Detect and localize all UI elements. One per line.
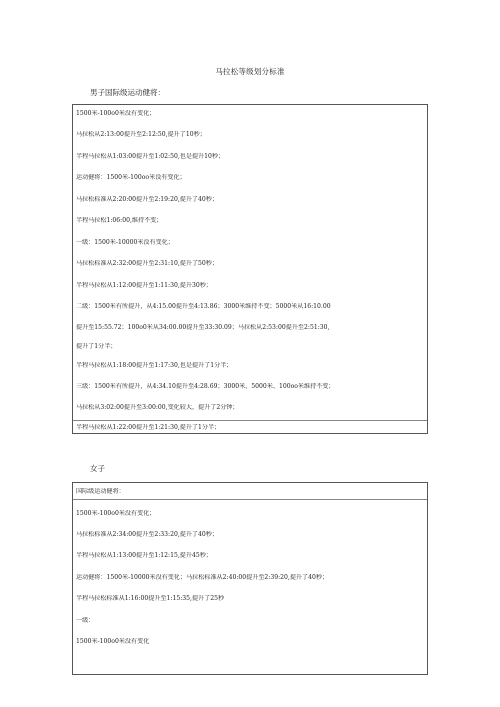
men-line: 提升至15:55.72；100o0米从34:00.00提升至33:30.09；马拉松从2:53:00提升至2:51:30, — [76, 324, 330, 331]
women-line: 半程马拉松从1:13:00提升至1:12:15,提升45秒； — [76, 552, 212, 559]
men-line: 马拉松从2:13:00提升至2:12:50,提升了10秒； — [76, 131, 206, 138]
men-line: 马拉松标准从2:20:00提升至2:19:20,提升了40秒； — [76, 196, 218, 203]
women-line: 一级： — [76, 617, 95, 624]
women-line: 运动健将：1500米-10000米没有变化；马拉松标准从2:40:00提升至2:39:20,提升了40秒； — [76, 574, 329, 581]
women-line: 1500米-100o0米没有变化 — [76, 638, 150, 645]
men-line: 半程马拉松从1:12:00提升至1:11:30,提升30秒； — [76, 282, 212, 289]
women-line: 国际级运动健将： — [76, 488, 125, 495]
men-standards-box — [72, 104, 428, 434]
men-line: 提升了1分半； — [76, 343, 117, 350]
document-title: 马拉松等级划分标准 — [215, 67, 285, 76]
men-line: 半程马拉松从1:18:00提升至1:17:30,也是提升了1分半； — [76, 362, 233, 369]
men-line: 半程马拉松1:06:00,维持不变； — [76, 217, 163, 224]
row-divider — [73, 420, 427, 421]
women-heading: 女子 — [90, 464, 105, 473]
men-line: 马拉松标准从2:32:00提升至2:31:10,提升了50秒； — [76, 260, 218, 267]
men-line: 三级：1500米有所提升，从4:34.10提升至4:28.69；3000米、5000米、100oo米维持不变； — [76, 383, 335, 390]
row-divider — [73, 499, 427, 500]
men-line: 二级：1500米有所提升，从4:15.00提升至4:13.86；3000米维持不变；5000米从16:10.00 — [76, 303, 331, 310]
men-heading: 男子国际级运动健将： — [90, 88, 165, 97]
women-standards-box — [72, 482, 428, 675]
men-line: 1500米-100o0米没有变化； — [76, 110, 156, 117]
men-line: 一级：1500米-10000米没有变化； — [76, 239, 174, 246]
men-line: 半程马拉松从1:22:00提升至1:21:30,提升了1分半； — [76, 424, 221, 431]
women-line: 1500米-100o0米没有变化； — [76, 510, 156, 517]
women-line: 半程马拉松标准从1:16:00提升至1:15:35,提升了25秒 — [76, 595, 225, 602]
women-line: 马拉松标准从2:34:00提升至2:33:20,提升了40秒； — [76, 531, 218, 538]
men-line: 马拉松从3:02:00提升至3:00:00,变化较大，提升了2分钟； — [76, 404, 239, 411]
men-line: 运动健将：1500米-100oo米没有变化； — [76, 174, 186, 181]
men-line: 半程马拉松从1:03:00提升至1:02:50,也是提升10秒； — [76, 153, 225, 160]
